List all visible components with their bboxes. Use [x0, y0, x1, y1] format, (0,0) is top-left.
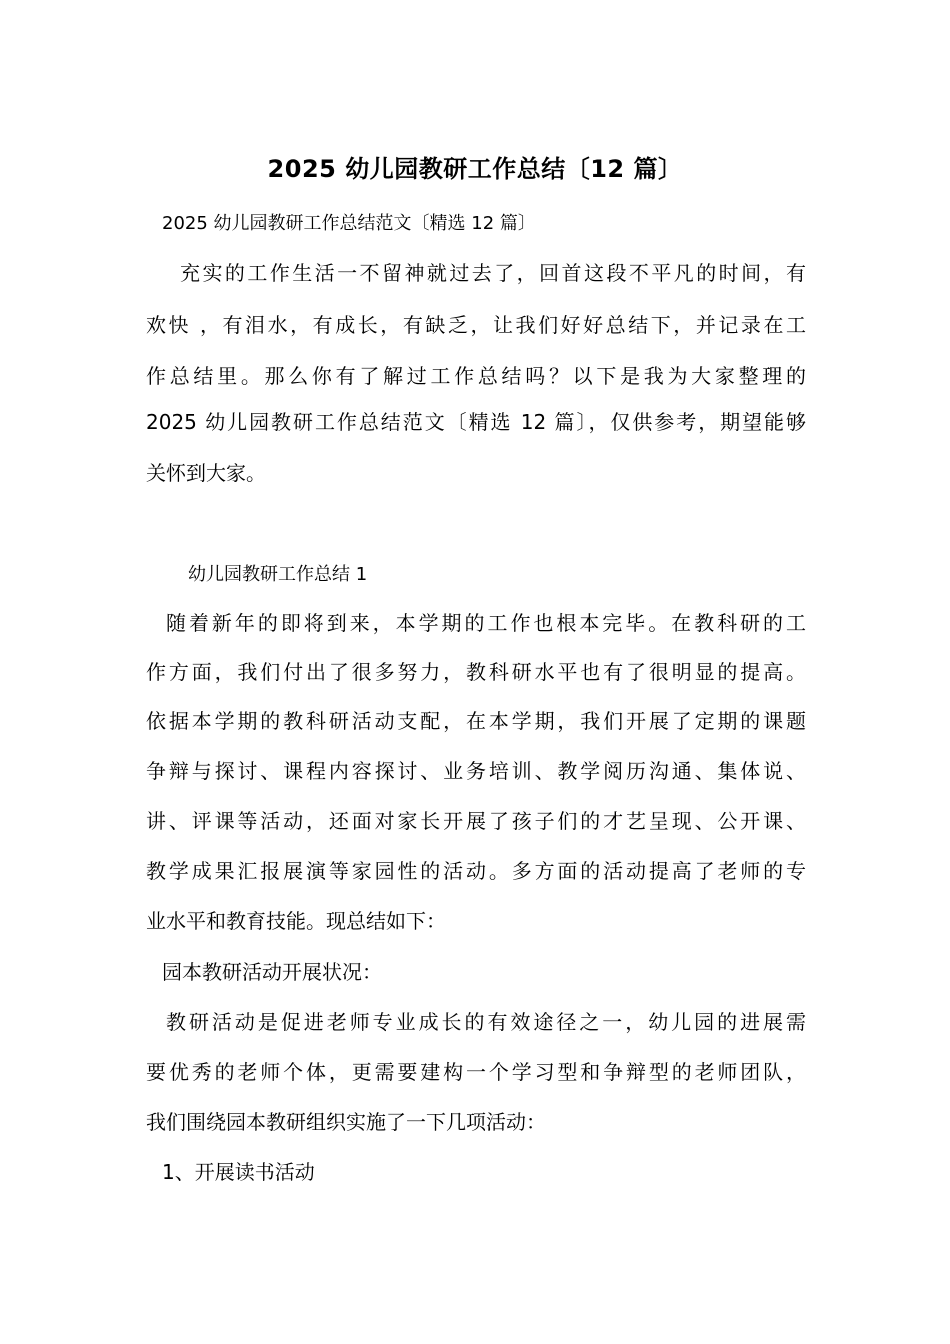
body-line: 教学成果汇报展演等家园性的活动。多方面的活动提高了老师的专 — [146, 859, 806, 883]
intro-line: 充实的工作生活一不留神就过去了，回首这段不平凡的时间，有 — [180, 261, 806, 285]
intro-line: 欢快 ，有泪水，有成长，有缺乏，让我们好好总结下，并记录在工 — [146, 313, 806, 337]
body-line: 我们围绕园本教研组织实施了一下几项活动： — [146, 1110, 546, 1134]
body-line: 作方面，我们付出了很多努力，教科研水平也有了很明显的提高。 — [146, 660, 806, 684]
body-line: 要优秀的老师个体，更需要建构一个学习型和争辩型的老师团队， — [146, 1060, 806, 1084]
intro-line: 关怀到大家。 — [146, 461, 266, 485]
body-line: 依据本学期的教科研活动支配，在本学期，我们开展了定期的课题 — [146, 709, 806, 733]
section-heading: 幼儿园教研工作总结 1 — [188, 564, 368, 585]
body-line: 讲、评课等活动，还面对家长开展了孩子们的才艺呈现、公开课、 — [146, 809, 806, 833]
intro-line: 作总结里。那么你有了解过工作总结吗？以下是我为大家整理的 — [146, 364, 806, 388]
body-line: 教研活动是促进老师专业成长的有效途径之一，幼儿园的进展需 — [166, 1010, 806, 1034]
subheading: 园本教研活动开展状况： — [162, 960, 382, 984]
document-subtitle: 2025 幼儿园教研工作总结范文〔精选 12 篇〕 — [162, 213, 536, 234]
list-item: 1、开展读书活动 — [162, 1160, 315, 1184]
intro-line: 2025 幼儿园教研工作总结范文〔精选 12 篇〕，仅供参考，期望能够 — [146, 410, 806, 434]
body-line: 随着新年的即将到来，本学期的工作也根本完毕。在教科研的工 — [166, 611, 806, 635]
body-line: 争辩与探讨、课程内容探讨、业务培训、教学阅历沟通、集体说、 — [146, 759, 806, 783]
document-title: 2025 幼儿园教研工作总结〔12 篇〕 — [267, 155, 683, 183]
body-line: 业水平和教育技能。现总结如下： — [146, 909, 446, 933]
